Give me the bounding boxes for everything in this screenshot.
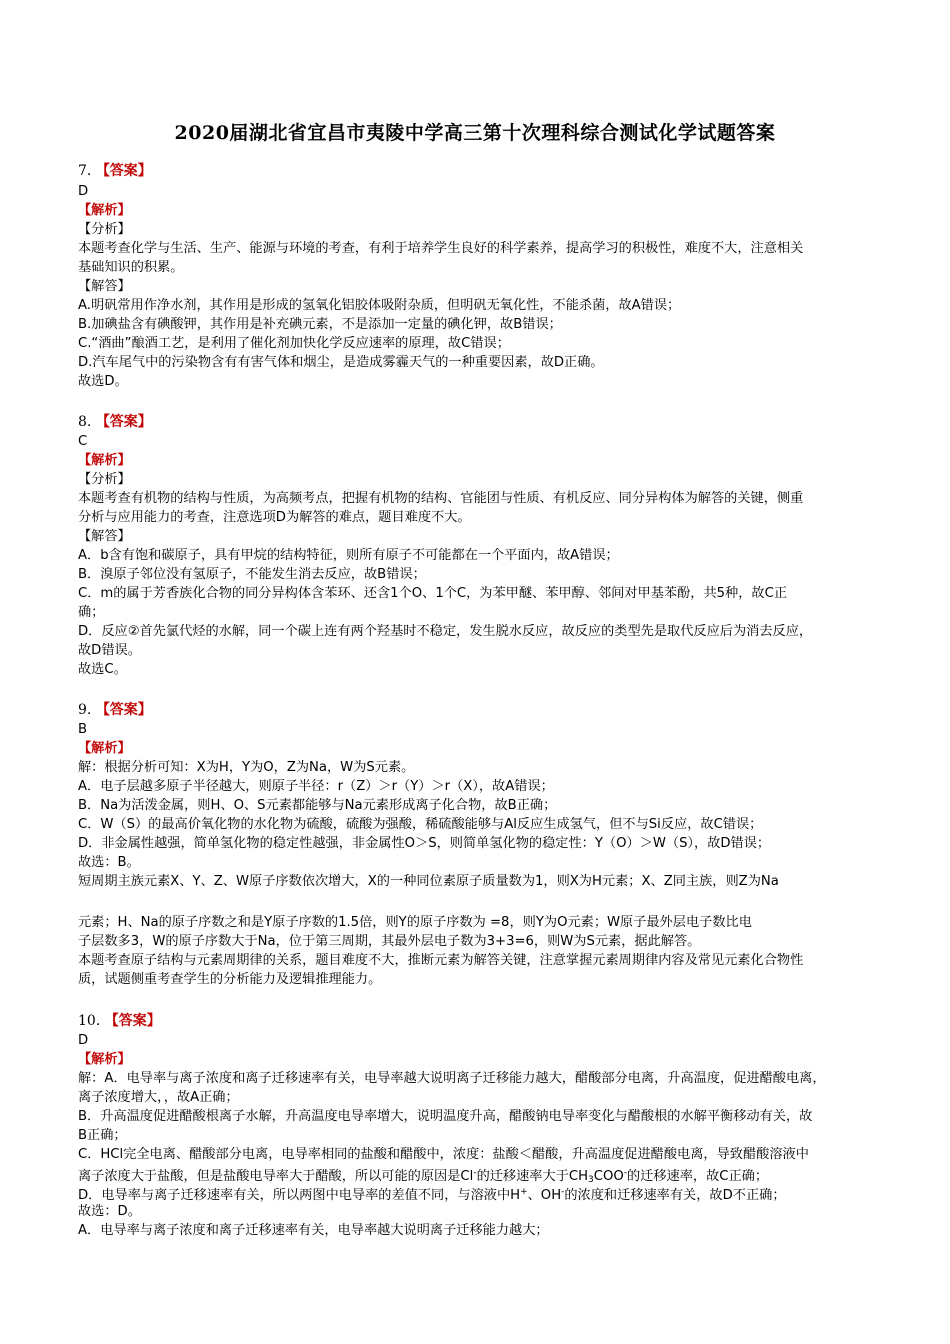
text-line: 元素；H、Na的原子序数之和是Y原子序数的1.5倍，则Y的原子序数为 =8，则Y为O元素；W原子最外层电子数比电 — [78, 915, 752, 930]
text-line: 故选：B。 — [78, 855, 140, 870]
question-10-answer: D — [78, 1033, 89, 1048]
text-line: D．非金属性越强，简单氢化物的稳定性越强，非金属性O＞S，则简单氢化物的稳定性：Y（O）＞W（S），故D错误； — [78, 836, 771, 851]
text-line: 短周期主族元素X、Y、Z、W原子序数依次增大，X的一种同位素原子质量数为1，则X为H元素；X、Z同主族，则Z为Na — [78, 874, 779, 889]
superscript: - — [561, 1187, 565, 1197]
text-line: D.汽车尾气中的污染物含有有害气体和烟尘，是造成雾霾天气的一种重要因素，故D正确。 — [78, 355, 604, 370]
analysis-tag: 【解析】 — [78, 741, 131, 756]
text-segment: 离子浓度大于盐酸，但是盐酸电导率大于醋酸，所以可能的原因是Cl — [78, 1169, 474, 1184]
text-line: A．电导率与离子浓度和离子迁移速率有关，电导率越大说明离子迁移能力越大； — [78, 1223, 549, 1238]
text-line: D．反应②首先氯代烃的水解，同一个碳上连有两个羟基时不稳定，发生脱水反应，故反应的类型先是取代反应后为消去反应， — [78, 624, 813, 639]
text-line: 本题考查化学与生活、生产、能源与环境的考查，有利于培养学生良好的科学素养，提高学习的积极性，难度不大，注意相关 — [78, 241, 804, 256]
text-line: 质，试题侧重考查学生的分析能力及逻辑推理能力。 — [78, 972, 382, 987]
text-line: B．Na为活泼金属，则H、O、S元素都能够与Na元素形成离子化合物，故B正确； — [78, 798, 557, 813]
answer-tag: 【答案】 — [95, 163, 152, 179]
text-line: 本题考查有机物的结构与性质，为高频考点，把握有机物的结构、官能团与性质、有机反应、同分异构体为解答的关键，侧重 — [78, 491, 804, 506]
text-line: 【解答】 — [78, 529, 131, 544]
text-segment: 的浓度和迁移速率有关，故D不正确； — [564, 1188, 786, 1203]
question-10-heading — [78, 1012, 878, 1031]
text-line: A．b含有饱和碳原子，具有甲烷的结构特征，则所有原子不可能都在一个平面内，故A错误； — [78, 548, 619, 563]
text-line: B正确； — [78, 1128, 127, 1143]
text-segment: COO — [593, 1169, 624, 1184]
analysis-tag: 【解析】 — [78, 453, 131, 468]
question-number: 7. — [78, 163, 92, 179]
text-line: 确； — [78, 605, 105, 620]
text-line: 【解答】 — [78, 279, 131, 294]
text-line: B．溴原子邻位没有氢原子，不能发生消去反应，故B错误； — [78, 567, 426, 582]
text-line: B．升高温度促进醋酸根离子水解，升高温度电导率增大，说明温度升高，醋酸钠电导率变化与醋酸根的水解平衡移动有关，故 — [78, 1109, 813, 1124]
question-9-answer: B — [78, 722, 88, 737]
text-segment: D．电导率与离子迁移速率有关，所以两图中电导率的差值不同，与溶液中H — [78, 1188, 521, 1203]
text-line: 分析与应用能力的考查，注意选项D为解答的难点，题目难度不大。 — [78, 510, 471, 525]
question-number: 8. — [78, 414, 92, 430]
text-line: 故选C。 — [78, 662, 127, 677]
question-7-heading — [78, 162, 878, 181]
text-line: C．HCl完全电离、醋酸部分电离，电导率相同的盐酸和醋酸中，浓度：盐酸＜醋酸，升高温度促进醋酸电离，导致醋酸溶液中 — [78, 1147, 809, 1162]
text-line: 【分析】 — [78, 472, 131, 487]
question-9-heading — [78, 701, 878, 720]
text-line: C.“酒曲”酿酒工艺，是利用了催化剂加快化学反应速率的原理，故C错误； — [78, 336, 510, 351]
text-line: 故D错误。 — [78, 643, 141, 658]
subscript: 3 — [588, 1175, 594, 1185]
question-8-heading — [78, 413, 878, 432]
analysis-tag: 【解析】 — [78, 203, 131, 218]
text-line: A.明矾常用作净水剂，其作用是形成的氢氧化铝胶体吸附杂质，但明矾无氧化性，不能杀菌，故A错误； — [78, 298, 681, 313]
text-line: 子层数多3，W的原子序数大于Na，位于第三周期，其最外层电子数为3+3=6，则W为S元素，据此解答。 — [78, 934, 701, 949]
text-line: 解：A．电导率与离子浓度和离子迁移速率有关，电导率越大说明离子迁移能力越大，醋酸部分电离，升高温度，促进醋酸电离， — [78, 1071, 826, 1086]
text-line: A．电子层越多原子半径越大，则原子半径：r（Z）＞r（Y）＞r（X），故A错误； — [78, 779, 554, 794]
text-segment: 、OH — [527, 1188, 562, 1203]
text-line: B.加碘盐含有碘酸钾，其作用是补充碘元素，不是添加一定量的碘化钾，故B错误； — [78, 317, 562, 332]
text-line: C．m的属于芳香族化合物的同分异构体含苯环、还含1个O、1个C，为苯甲醚、苯甲醇、邻间对甲基苯酚，共5种，故C正 — [78, 586, 788, 601]
text-line: C．W（S）的最高价氧化物的水化物为硫酸，硫酸为强酸，稀硫酸能够与Al反应生成氢气，但不与Si反应，故C错误； — [78, 817, 763, 832]
answer-tag: 【答案】 — [95, 414, 152, 430]
question-number: 10. — [78, 1013, 101, 1029]
superscript: - — [623, 1168, 627, 1178]
text-segment: 的迁移速率大于CH — [476, 1169, 588, 1184]
question-8-answer: C — [78, 434, 88, 449]
superscript: - — [473, 1168, 477, 1178]
analysis-tag: 【解析】 — [78, 1052, 131, 1067]
text-line: 故选：D。 — [78, 1204, 141, 1219]
question-7-answer: D — [78, 184, 89, 199]
text-line: 基础知识的积累。 — [78, 260, 184, 275]
text-line: 故选D。 — [78, 374, 128, 389]
text-line: 解：根据分析可知：X为H，Y为O，Z为Na，W为S元素。 — [78, 760, 415, 775]
document-title: 2020届湖北省宜昌市夷陵中学高三第十次理科综合测试化学试题答案 — [174, 122, 776, 144]
text-line: 【分析】 — [78, 222, 131, 237]
question-number: 9. — [78, 702, 92, 718]
superscript: + — [520, 1187, 528, 1197]
answer-tag: 【答案】 — [95, 702, 152, 718]
text-line: 离子浓度增大，，故A正确； — [78, 1090, 239, 1105]
text-segment: 的迁移速率，故C正确； — [626, 1169, 769, 1184]
text-line: 本题考查原子结构与元素周期律的关系，题目难度不大，推断元素为解答关键，注意掌握元素周期律内容及常见元素化合物性 — [78, 953, 804, 968]
answer-tag: 【答案】 — [104, 1013, 161, 1029]
